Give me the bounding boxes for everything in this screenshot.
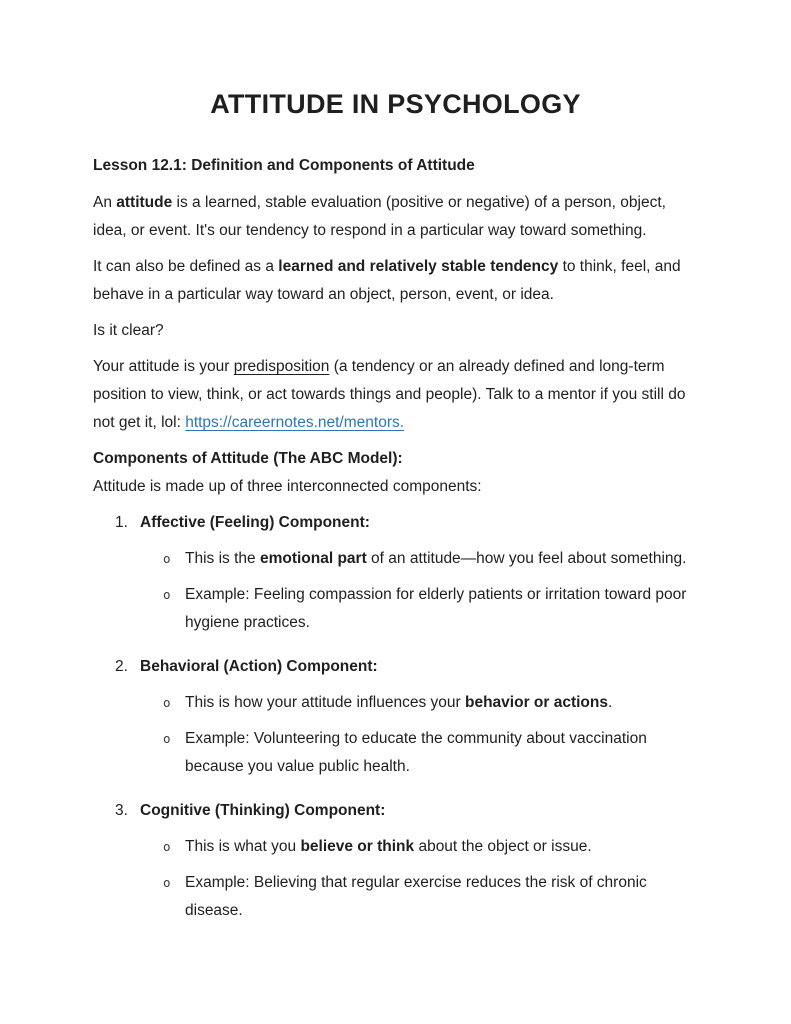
list-number: 2.: [115, 658, 128, 675]
bullet-text: Example: Volunteering to educate the community about vaccination because you value public health.: [185, 730, 647, 775]
bullet-text: This is how your attitude influences your behavior or actions.: [185, 694, 613, 711]
paragraph-definition: An attitude is a learned, stable evaluation (positive or negative) of a person, object, idea, or event. It's our tendency to respond in a particular way toward something.: [93, 194, 666, 239]
circle-bullet-icon: o: [163, 695, 171, 710]
list-item-cognitive: [93, 797, 698, 933]
document-title: ATTITUDE IN PSYCHOLOGY: [210, 89, 581, 119]
circle-bullet-icon: o: [163, 731, 171, 746]
bullet-text: This is what you believe or think about the object or issue.: [185, 838, 592, 855]
paragraph-predisposition: Your attitude is your predisposition (a tendency or an already defined and long-term position to view, think, or act towards things and people). Talk to a mentor if you still do not get it, lol: https://careernotes.net/mentors.: [93, 358, 686, 431]
component-heading-behavioral: Behavioral (Action) Component:: [140, 658, 378, 675]
bullet-list: [140, 689, 698, 781]
components-intro: Attitude is made up of three interconnected components:: [93, 478, 482, 495]
list-item-body: [140, 653, 698, 789]
bullet-list: [140, 545, 698, 637]
paragraph-alt-definition: It can also be defined as a learned and relatively stable tendency to think, feel, and behave in a particular way toward an object, person, event, or idea.: [93, 258, 681, 303]
bullet-item: [140, 833, 698, 861]
lesson-heading: Lesson 12.1: Definition and Components of Attitude: [93, 157, 475, 174]
bullet-item: [140, 725, 698, 781]
bullet-text: Example: Feeling compassion for elderly patients or irritation toward poor hygiene practices.: [185, 586, 687, 631]
list-number: 1.: [115, 514, 128, 531]
list-item-behavioral: [93, 653, 698, 789]
circle-bullet-icon: o: [163, 551, 171, 566]
list-item-affective: [93, 509, 698, 645]
circle-bullet-icon: o: [163, 839, 171, 854]
component-heading-cognitive: Cognitive (Thinking) Component:: [140, 802, 386, 819]
list-item-body: [140, 509, 698, 645]
bullet-text: This is the emotional part of an attitude—how you feel about something.: [185, 550, 687, 567]
bullet-item: [140, 581, 698, 637]
bullet-item: [140, 869, 698, 925]
circle-bullet-icon: o: [163, 875, 171, 890]
bullet-text: Example: Believing that regular exercise reduces the risk of chronic disease.: [185, 874, 647, 919]
components-heading: Components of Attitude (The ABC Model):: [93, 450, 403, 467]
mentors-link[interactable]: https://careernotes.net/mentors.: [185, 414, 405, 431]
component-heading-affective: Affective (Feeling) Component:: [140, 514, 370, 531]
circle-bullet-icon: o: [163, 587, 171, 602]
bullet-item: [140, 545, 698, 573]
bullet-list: [140, 833, 698, 925]
components-list: [93, 509, 698, 933]
paragraph-is-it-clear: Is it clear?: [93, 322, 164, 339]
list-item-body: [140, 797, 698, 933]
bullet-item: [140, 689, 698, 717]
list-number: 3.: [115, 802, 128, 819]
